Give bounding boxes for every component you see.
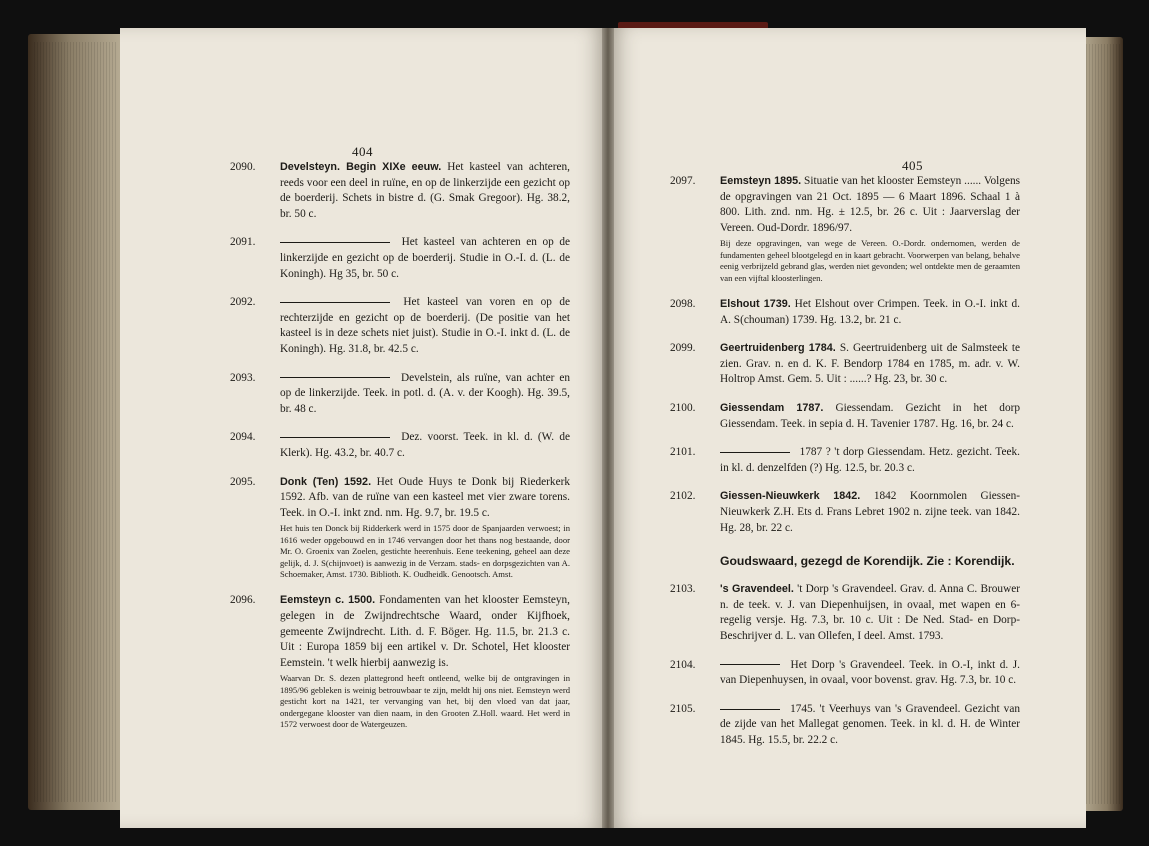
entry-title: 's Gravendeel. — [720, 583, 794, 596]
ditto-dash — [720, 709, 780, 710]
catalog-entry — [670, 582, 1020, 644]
section-heading: Goudswaard, gezegd de Korendijk. Zie : Korendijk. — [720, 554, 1015, 569]
entry-number: 2098. — [670, 298, 696, 310]
entry-number: 2103. — [670, 583, 696, 596]
ditto-dash — [720, 664, 780, 665]
entry-number: 2091. — [230, 236, 256, 249]
entry-number: 2101. — [670, 446, 696, 459]
catalog-entry — [670, 341, 1020, 388]
entry-title: Elshout 1739. — [720, 298, 791, 310]
entry-text: S. Geertruidenberg uit de Salmsteek te zien. Grav. n. en d. K. F. Bendorp 1784 en 1785, m. adr. v. W. Holtrop Amst. Gem. 5. Uit : ......? Hg. 23, br. 30 c. — [720, 342, 1020, 386]
entry-number: 2094. — [230, 431, 256, 444]
entry-text: Het kasteel van achteren, reeds voor een deel in ruïne, en op de linkerzijde een gezicht op de boerderij. Schets in bistre d. (G. Smak Gregoor). Hg. 38.2, br. 50 c. — [280, 161, 570, 220]
entry-number: 2095. — [230, 475, 256, 488]
entry-title: Geertruidenberg 1784. — [720, 342, 836, 355]
entry-note: Bij deze opgravingen, van wege de Vereen. O.-Dordr. ondernomen, werden de fundamenten geheel blootgelegd en in kaart gebracht. Voorwerpen van belang, behalve eenig verbrijzeld gebrand glas, werden niet gevonden; wel ontdekte men de geraamten van een vijftal kloosterlingen. — [720, 238, 1020, 283]
entry-text: 1787 ? 't dorp Giessendam. Hetz. gezicht. Teek. in kl. d. denzelfden (?) Hg. 12.5, br. 20.3 c. — [720, 446, 1020, 474]
right-entries — [670, 174, 1020, 761]
catalog-entry — [670, 658, 1020, 689]
entry-text: Fondamenten van het klooster Eemsteyn, gelegen in de Zwijndrechtsche Waard, onder Kijfhoek, gemeente Zwijndrecht. Lith. d. F. Böger. Hg. 11.5, br. 21.3 c. Uit : Europa 1859 bij een artikel v. Dr. Schotel, Het klooster Eemstein. 't welk hierbij aanwezig is. — [280, 594, 570, 669]
entry-text: Het Dorp 's Gravendeel. Teek. in O.-I, inkt d. J. van Diepenhuysen, in ovaal, voor bovenst. grav. Hg. 7.3, br. 10 c. — [720, 658, 1021, 687]
entry-number: 2102. — [670, 490, 696, 503]
ditto-dash — [280, 242, 390, 243]
entry-number: 2090. — [230, 161, 256, 173]
entry-note: Waarvan Dr. S. dezen plattegrond heeft ontleend, welke bij de ontgravingen in 1895/96 gebleken is weinig betrouwbaar te zijn, meldt hij ons niet. Eemsteyn werd gesticht kort na 1421, ter vervanging van het, bij den vloed van dat jaar, ondergegane klooster van dien naam, in den Grooten Z.Holl. waard. Het werd in 1572 verwoest door de Watergeuzen. — [280, 673, 570, 729]
open-book — [28, 22, 1123, 828]
catalog-entry — [230, 371, 570, 418]
entry-number: 2100. — [670, 401, 696, 414]
entry-text: Het kasteel van achteren en op de linkerzijde en gezicht op de boerderij. Studie in O.-I. d. (L. de Koningh). Hg 35, br. 50 c. — [280, 236, 570, 280]
entry-text: Dez. voorst. Teek. in kl. d. (W. de Klerk). Hg. 43.2, br. 40.7 c. — [280, 431, 571, 459]
catalog-entry — [230, 295, 570, 357]
entry-text: Het Oude Huys te Donk bij Riederkerk 1592. Afb. van de ruïne van een kasteel met vier zware torens. Teek. in O.-I. inkt znd. nm. Hg. 9.7, br. 19.5 c. — [280, 475, 570, 519]
catalog-entry — [230, 235, 570, 282]
entry-text: Develstein, als ruïne, van achter en op de linkerzijde. Teek. in potl. d. (A. v. der Koogh). Hg. 39.5, br. 48 c. — [280, 371, 570, 415]
ditto-dash — [280, 437, 390, 438]
left-page — [120, 28, 608, 828]
catalog-entry — [670, 445, 1020, 476]
left-page-edge-lines — [34, 42, 118, 802]
entry-title: Develsteyn. Begin XIXe eeuw. — [280, 161, 442, 173]
entry-number: 2092. — [230, 296, 256, 309]
ditto-dash — [280, 302, 390, 303]
entry-title: Giessen-Nieuwkerk 1842. — [720, 490, 861, 503]
book-gutter — [602, 28, 614, 828]
entry-text: 't Dorp 's Gravendeel. Grav. d. Anna C. Brouwer n. de teek. v. J. van Diepenhuijsen, in ovaal, met wapen en 6-regelig versje. Hg. 7.3, br. 10 c. Uit : De Ned. Stad- en Dorp-Beschrijver d. L. van Ollefen, I deel. Amst. 1793. — [720, 583, 1021, 642]
left-entries — [230, 160, 570, 743]
entry-note: Het huis ten Donck bij Ridderkerk werd in 1575 door de Spanjaarden verwoest; in 1616 weder opgebouwd en in 1746 vervangen door het thans nog bestaande, door Mr. O. Groenix van Zoelen, gestichte heerenhuis. Eene teekening, geheel aan deze gelijk, d. J. S(chijnvoet) is aanwezig in de Verzam. stads- en dorpsgezichten van A. Schoemaker, Amst. 1730. Biblioth. K. Oudheidk. Genootsch. Amst. — [280, 523, 570, 579]
catalog-entry — [670, 297, 1020, 328]
entry-text: 1745. 't Veerhuys van 's Gravendeel. Gezicht van de zijde van het Mallegat genomen. Teek. in kl. d. H. de Winter 1845. Hg. 15.5, br. 22.2 c. — [720, 702, 1020, 746]
entry-title: Eemsteyn 1895. — [720, 175, 802, 187]
entry-text: Het Elshout over Crimpen. Teek. in O.-I. inkt d. A. S(chouman) 1739. Hg. 13.2, br. 21 c. — [720, 298, 1020, 326]
catalog-entry — [670, 174, 1020, 284]
entry-text: Het kasteel van voren en op de rechterzijde en gezicht op de boerderij. (De positie van het kasteel is in deze schets niet juist). Studie in O.-I. inkt d. (L. de Koningh). Hg. 31.8, br. 42.5 c. — [280, 296, 571, 355]
entry-number: 2099. — [670, 342, 696, 355]
catalog-entry — [670, 702, 1020, 749]
entry-text: Giessendam. Gezicht in het dorp Giessendam. Teek. in sepia d. H. Tavenier 1787. Hg. 16, br. 24 c. — [720, 401, 1021, 430]
catalog-entry — [230, 475, 570, 581]
entry-title: Donk (Ten) 1592. — [280, 475, 372, 488]
right-page-edge-lines — [1086, 44, 1120, 804]
entry-text: 1842 Koornmolen Giessen-Nieuwkerk Z.H. Ets d. Frans Lebret 1902 n. zijne teek. van 1842. Hg. 28, br. 22 c. — [720, 490, 1021, 534]
catalog-entry — [230, 593, 570, 730]
entry-number: 2104. — [670, 658, 696, 671]
catalog-entry — [230, 160, 570, 222]
catalog-entry — [670, 489, 1020, 536]
left-page-number: 404 — [352, 144, 373, 159]
right-page — [608, 28, 1086, 828]
entry-number: 2093. — [230, 371, 256, 384]
entry-title: Giessendam 1787. — [720, 401, 824, 414]
entry-number: 2096. — [230, 594, 256, 607]
entry-title: Eemsteyn c. 1500. — [280, 594, 376, 607]
entry-number: 2105. — [670, 702, 696, 715]
ditto-dash — [280, 377, 390, 378]
catalog-entry — [230, 430, 570, 461]
ditto-dash — [720, 452, 790, 453]
entry-number: 2097. — [670, 175, 696, 187]
catalog-entry — [670, 401, 1020, 432]
right-page-number: 405 — [902, 158, 923, 173]
entry-text: Situatie van het klooster Eemsteyn ...... Volgens de opgravingen van 21 Oct. 1895 — 6 Maart 1896. Schaal 1 à 800. Lith. znd. nm. Hg. ± 12.5, br. 26 c. Uit : Jaarverslag der Vereen. Oud-Dordr. 1896/97. — [720, 175, 1021, 234]
